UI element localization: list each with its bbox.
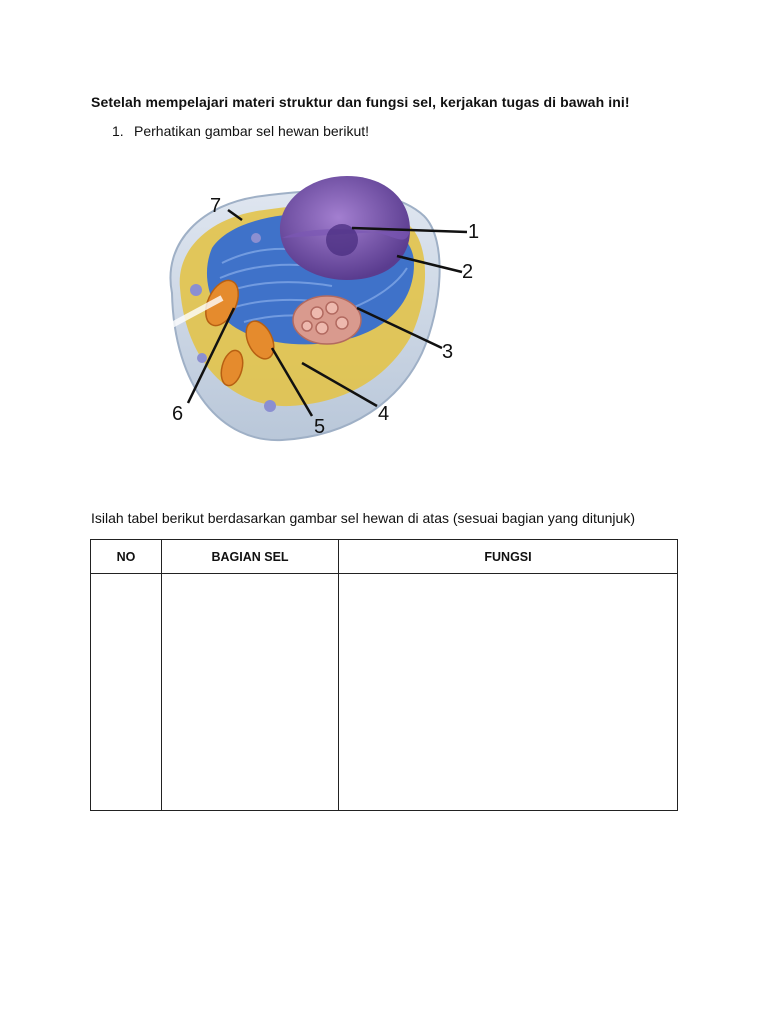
answer-table [90, 539, 678, 811]
label-4: 4 [378, 403, 390, 425]
worksheet-heading: Setelah mempelajari materi struktur dan fungsi sel, kerjakan tugas di bawah ini! [91, 94, 630, 110]
task-item-1 [112, 123, 369, 139]
task-number: 1. [112, 123, 124, 139]
label-5: 5 [314, 416, 326, 438]
header-function: FUNGSI [339, 540, 678, 574]
cell-no[interactable] [91, 574, 162, 811]
golgi-apparatus [293, 296, 361, 344]
label-2: 2 [462, 261, 474, 283]
header-cell-part: BAGIAN SEL [162, 540, 339, 574]
task-text: Perhatikan gambar sel hewan berikut! [134, 123, 370, 139]
animal-cell-diagram [152, 168, 492, 443]
cell-function[interactable] [339, 574, 678, 811]
header-no: NO [91, 540, 162, 574]
label-7: 7 [210, 195, 222, 217]
cell-part[interactable] [162, 574, 339, 811]
label-1: 1 [468, 221, 480, 243]
label-6: 6 [172, 403, 184, 425]
table-row [91, 574, 678, 811]
table-instruction: Isilah tabel berikut berdasarkan gambar sel hewan di atas (sesuai bagian yang ditunjuk) [91, 510, 635, 526]
label-3: 3 [442, 341, 454, 363]
table-header-row [91, 540, 678, 574]
